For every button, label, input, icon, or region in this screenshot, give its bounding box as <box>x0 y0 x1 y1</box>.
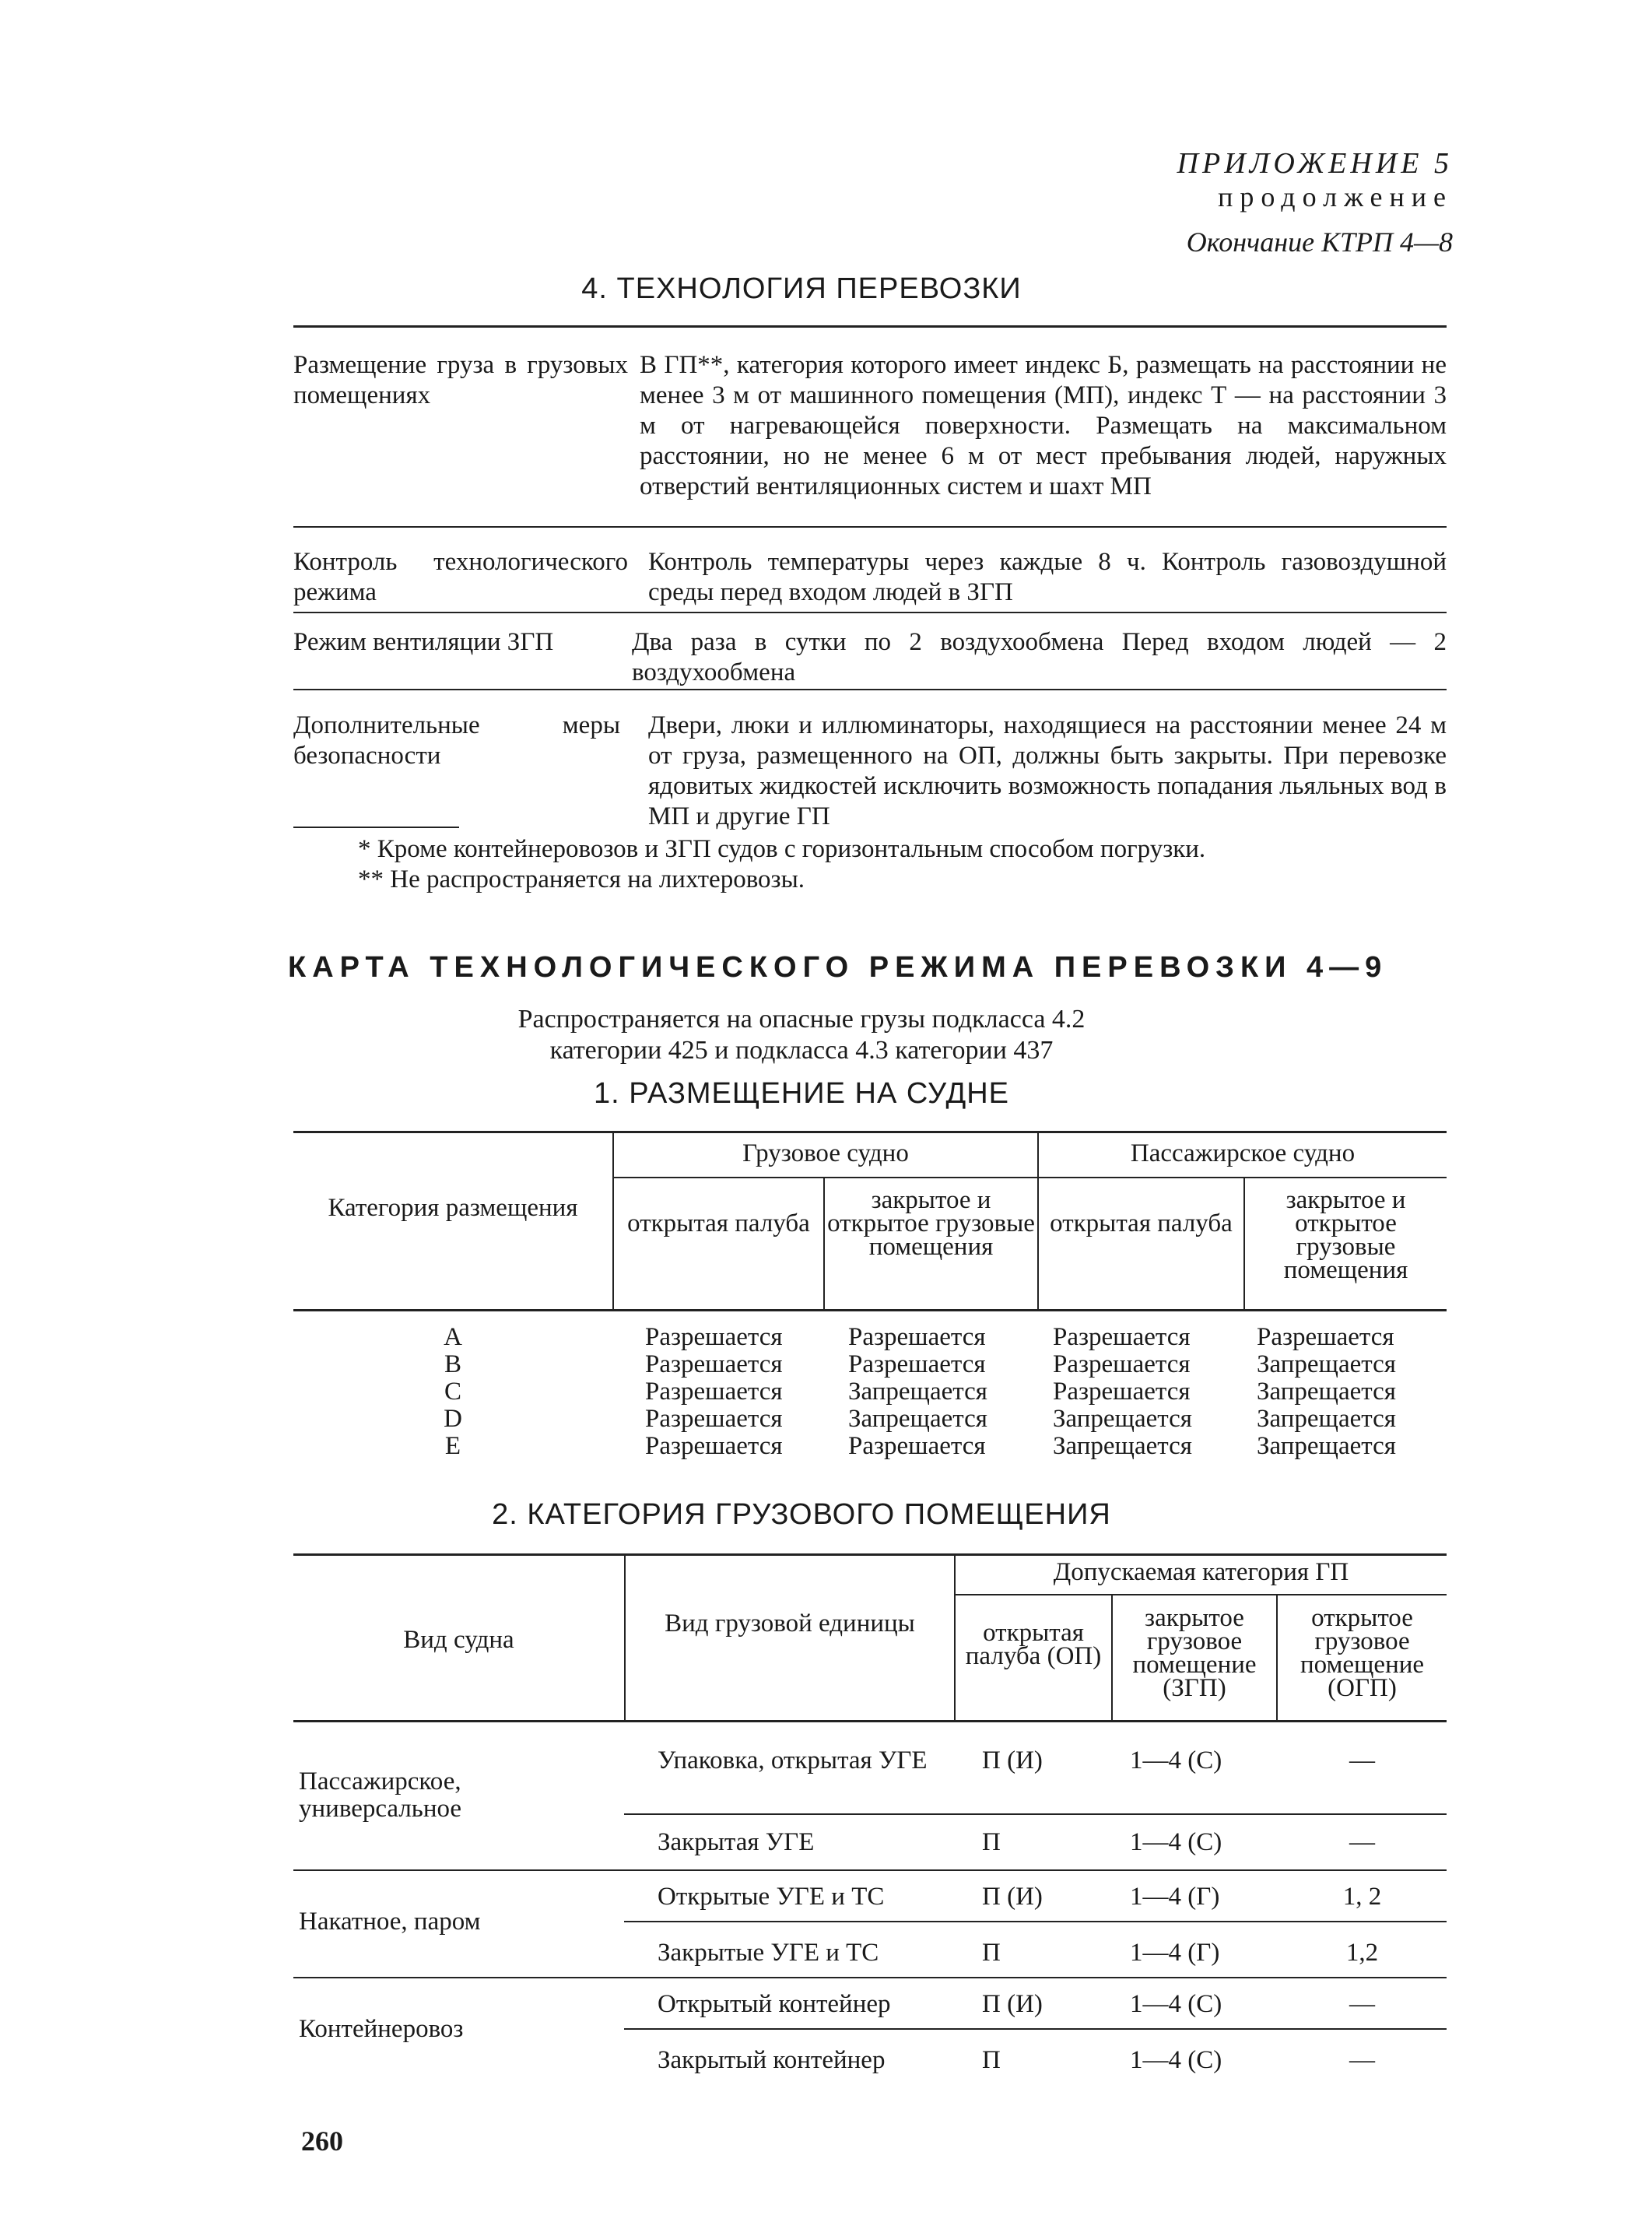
value-cell: Разрешается <box>1053 1378 1191 1406</box>
category-cell: B <box>444 1350 461 1378</box>
zgp-cell: 1—4 (С) <box>1130 1990 1222 2018</box>
op-cell: П (И) <box>982 1990 1043 2018</box>
hold-col-unit: Вид грузовой единицы <box>665 1609 915 1638</box>
row-text-placement: В ГП**, категория которого имеет индекс Б, размещать на расстоянии не менее 3 м от машинного помещения (МП), индекс Т — на расстоянии 3 м от нагревающейся поверхности. Размещать на максимальном расстоянии, но не менее 6 м от мест пребывания людей, наружных отверстий вентиляционных систем и шахт МП <box>640 351 1447 500</box>
row-divider <box>624 2028 1447 2030</box>
table-row <box>293 1433 1447 1460</box>
scope-line-1: Распространяется на опасные грузы подкласса 4.2 <box>517 1005 1086 1034</box>
value-cell: Разрешается <box>645 1350 783 1378</box>
hold-section-title: 2. КАТЕГОРИЯ ГРУЗОВОГО ПОМЕЩЕНИЯ <box>492 1498 1111 1531</box>
op-cell: П (И) <box>982 1883 1043 1911</box>
value-cell: Запрещается <box>1053 1405 1192 1433</box>
page-number: 260 <box>301 2125 343 2157</box>
ogp-cell: — <box>1349 2046 1375 2074</box>
ship-name-1a <box>299 1768 618 1823</box>
row-label-control: Контроль технологического режима <box>293 548 628 606</box>
row-label-safety: Дополнительные меры безопасности <box>293 711 620 770</box>
hold-col-ship: Вид судна <box>403 1626 514 1654</box>
category-cell: D <box>444 1405 462 1433</box>
hold-col-ogp: открытое грузовое помещение (ОГП) <box>1300 1604 1425 1702</box>
ogp-cell: 1, 2 <box>1342 1883 1382 1911</box>
scope-text <box>296 1004 1307 1066</box>
row-text-ventilation: Два раза в сутки по 2 воздухообмена Перед входом людей — 2 воздухообмена <box>632 628 1447 686</box>
op-cell: П <box>982 1939 1001 1967</box>
row-label-ventilation: Режим вентиляции ЗГП <box>293 628 554 656</box>
placement-sub-open-cargo: открытая палуба <box>627 1209 810 1237</box>
row-divider <box>293 612 1447 613</box>
value-cell: Разрешается <box>848 1323 986 1351</box>
category-cell: C <box>444 1378 461 1406</box>
hold-col-divider <box>624 1556 626 1720</box>
category-cell: E <box>444 1432 461 1460</box>
placement-group-rule <box>612 1177 1447 1178</box>
ogp-cell: — <box>1349 1746 1375 1774</box>
value-cell: Разрешается <box>1053 1350 1191 1378</box>
zgp-cell: 1—4 (Г) <box>1130 1939 1220 1967</box>
ship-name-2: Накатное, паром <box>299 1908 481 1936</box>
zgp-cell: 1—4 (С) <box>1130 2046 1222 2074</box>
placement-rows <box>293 1324 1447 1460</box>
hold-header-bottom-rule <box>293 1720 1447 1722</box>
op-cell: П <box>982 1828 1001 1856</box>
ogp-cell: — <box>1349 1990 1375 2018</box>
continued-label: продолжение <box>1218 181 1453 212</box>
table-row <box>293 1351 1447 1378</box>
footnote-rule <box>293 827 459 828</box>
table-row <box>293 1324 1447 1351</box>
placement-group-cargo: Грузовое судно <box>742 1139 909 1167</box>
section-4-title: 4. ТЕХНОЛОГИЯ ПЕРЕВОЗКИ <box>581 272 1022 305</box>
section-4-top-rule <box>293 325 1447 328</box>
card-title: КАРТА ТЕХНОЛОГИЧЕСКОГО РЕЖИМА ПЕРЕВОЗКИ 4—9 <box>288 951 1388 984</box>
value-cell: Запрещается <box>1053 1432 1192 1460</box>
placement-col-category: Категория размещения <box>328 1194 578 1222</box>
unit-cell: Закрытая УГЕ <box>658 1828 815 1856</box>
value-cell: Запрещается <box>848 1405 987 1433</box>
value-cell: Запрещается <box>1257 1378 1396 1406</box>
placement-section-title: 1. РАЗМЕЩЕНИЕ НА СУДНЕ <box>593 1077 1010 1110</box>
ship-name-text: Пассажирское, универсальное <box>299 1767 462 1823</box>
table-row <box>293 1378 1447 1406</box>
row-label-placement: Размещение груза в грузовых помещениях <box>293 351 628 409</box>
category-cell: A <box>444 1323 462 1351</box>
unit-cell: Закрытый контейнер <box>658 2046 886 2074</box>
value-cell: Запрещается <box>1257 1405 1396 1433</box>
value-cell: Разрешается <box>848 1350 986 1378</box>
placement-sub-closed-passenger: закрытое и открытое грузовые помещения <box>1283 1186 1408 1284</box>
zgp-cell: 1—4 (С) <box>1130 1828 1222 1856</box>
table-row <box>293 1406 1447 1433</box>
hold-group-rule <box>954 1594 1447 1595</box>
value-cell: Запрещается <box>848 1378 987 1406</box>
row-divider <box>293 1869 1447 1871</box>
placement-sub-open-passenger: открытая палуба <box>1050 1209 1233 1237</box>
footnote-1: * Кроме контейнеровозов и ЗГП судов с горизонтальным способом погрузки. <box>358 835 1206 863</box>
value-cell: Запрещается <box>1257 1350 1396 1378</box>
row-divider <box>293 689 1447 690</box>
placement-sub-closed-cargo: закрытое и открытое грузовые помещения <box>827 1186 1035 1261</box>
op-cell: П (И) <box>982 1746 1043 1774</box>
value-cell: Разрешается <box>645 1323 783 1351</box>
ship-name-3: Контейнеровоз <box>299 2015 464 2043</box>
placement-header-bottom-rule <box>293 1309 1447 1311</box>
placement-table-top-rule <box>293 1131 1447 1133</box>
unit-cell: Открытые УГЕ и ТС <box>658 1883 885 1911</box>
row-divider <box>293 526 1447 528</box>
row-divider <box>624 1813 1447 1815</box>
unit-cell: Открытый контейнер <box>658 1990 891 2018</box>
value-cell: Разрешается <box>645 1378 783 1406</box>
hold-col-zgp: закрытое грузовое помещение (ЗГП) <box>1132 1604 1257 1702</box>
row-divider <box>293 1977 1447 1978</box>
ogp-cell: 1,2 <box>1345 1939 1379 1967</box>
unit-cell: Закрытые УГЕ и ТС <box>658 1939 879 1967</box>
appendix-title: ПРИЛОЖЕНИЕ 5 <box>1177 147 1453 180</box>
row-divider <box>624 1921 1447 1922</box>
hold-col-group: Допускаемая категория ГП <box>1053 1558 1349 1586</box>
value-cell: Разрешается <box>645 1405 783 1433</box>
row-text-safety: Двери, люки и иллюминаторы, находящиеся на расстоянии менее 24 м от груза, размещенного на ОП, должны быть закрыты. При перевозке ядовитых жидкостей исключить возможность попадания льяльных вод в МП и другие ГП <box>648 711 1447 830</box>
hold-table-top-rule <box>293 1553 1447 1556</box>
scope-line-2: категории 425 и подкласса 4.3 категории 437 <box>549 1036 1054 1065</box>
row-text-control: Контроль температуры через каждые 8 ч. Контроль газовоздушной среды перед входом людей в ЗГП <box>648 548 1447 606</box>
placement-group-passenger: Пассажирское судно <box>1130 1139 1356 1167</box>
value-cell: Разрешается <box>1257 1323 1394 1351</box>
hold-col-op: открытая палуба (ОП) <box>965 1619 1102 1670</box>
ogp-cell: — <box>1349 1828 1375 1856</box>
value-cell: Разрешается <box>645 1432 783 1460</box>
zgp-cell: 1—4 (С) <box>1130 1746 1222 1774</box>
value-cell: Разрешается <box>848 1432 986 1460</box>
unit-cell: Упаковка, открытая УГЕ <box>658 1746 928 1774</box>
zgp-cell: 1—4 (Г) <box>1130 1883 1220 1911</box>
value-cell: Разрешается <box>1053 1323 1191 1351</box>
footnote-2: ** Не распространяется на лихтеровозы. <box>358 865 805 893</box>
card-end-label: Окончание КТРП 4—8 <box>1186 226 1453 258</box>
op-cell: П <box>982 2046 1001 2074</box>
value-cell: Запрещается <box>1257 1432 1396 1460</box>
